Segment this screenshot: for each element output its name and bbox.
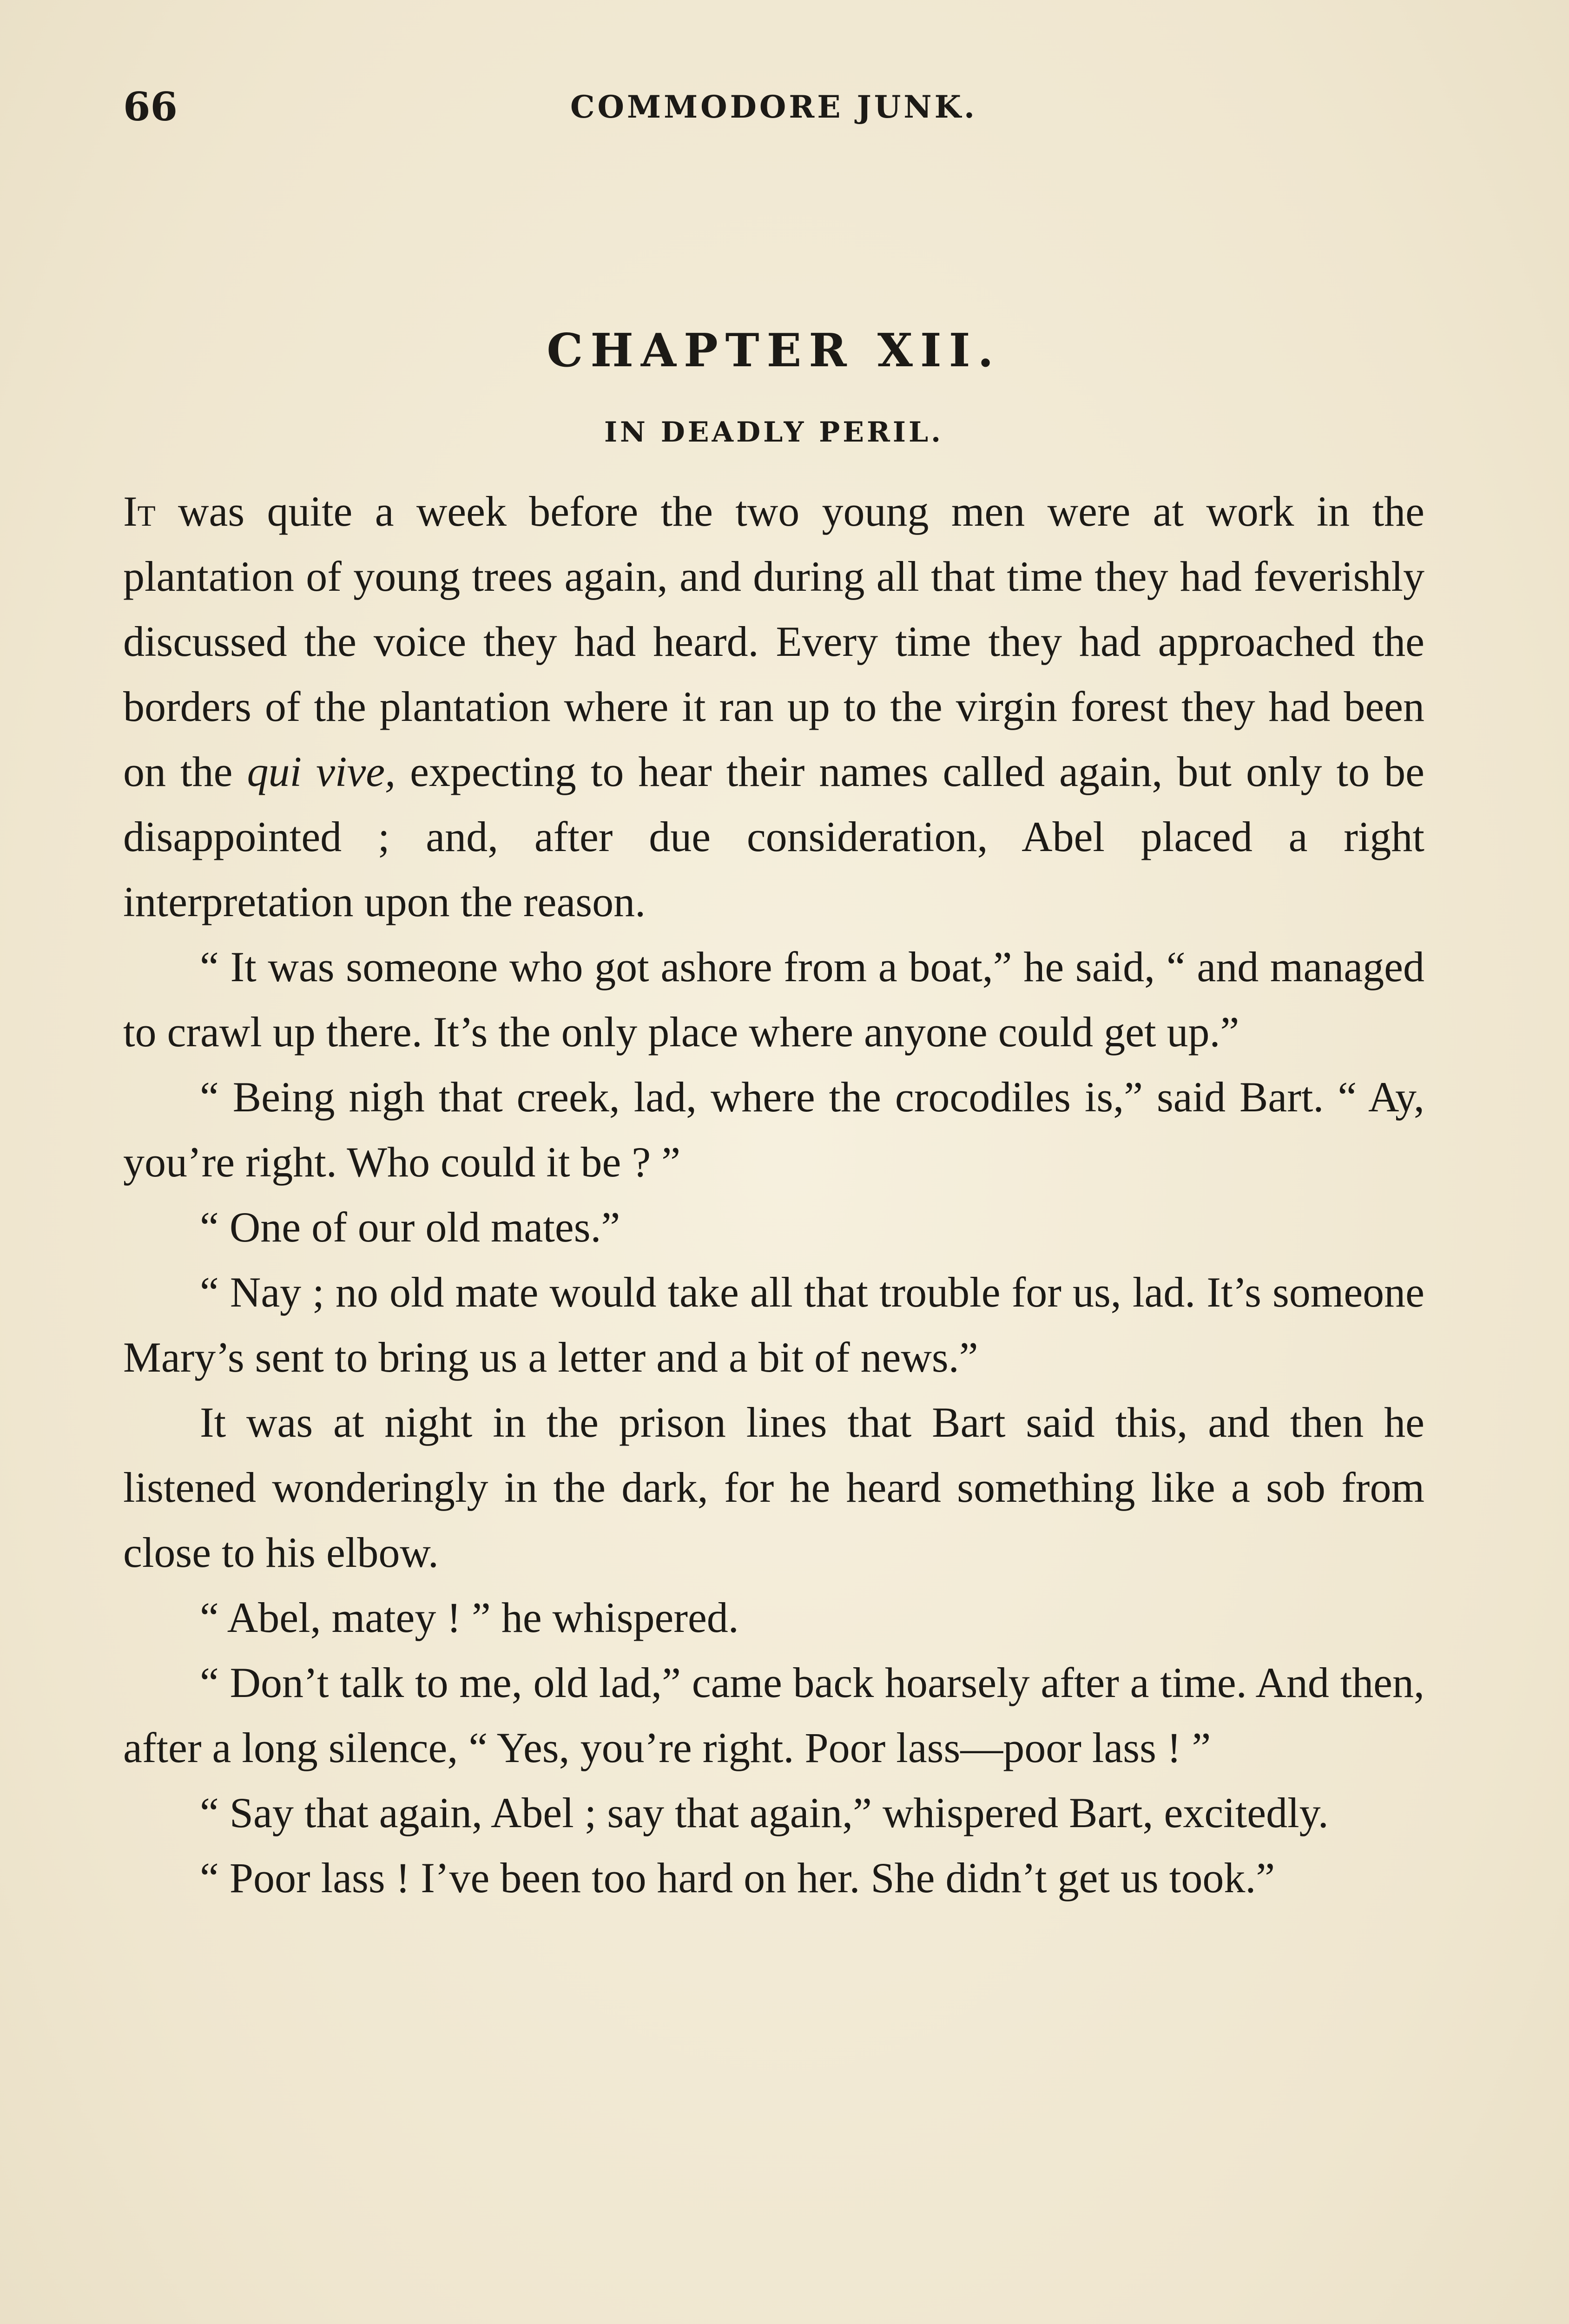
running-head bbox=[123, 79, 1424, 135]
paragraph: “ Nay ; no old mate would take all that trouble for us, lad. It’s someone Mary’s sent to bring us a letter and a bit of news.” bbox=[123, 1268, 1424, 1381]
paragraph: “ Being nigh that creek, lad, where the crocodiles is,” said Bart. “ Ay, you’re right. Who could it be ? ” bbox=[123, 1073, 1424, 1186]
paragraph bbox=[123, 479, 1424, 934]
paragraph: “ It was someone who got ashore from a boat,” he said, “ and managed to crawl up there. It’s the only place where anyone could get up.” bbox=[123, 943, 1424, 1056]
page-number: 66 bbox=[123, 84, 178, 130]
body-text bbox=[123, 479, 1424, 1910]
italic-phrase: qui vive, bbox=[247, 748, 396, 795]
paragraph: “ Abel, matey ! ” he whispered. bbox=[200, 1594, 739, 1641]
paragraph-text: was quite a week before the two young men were at work in the plantation of young trees again, and during all that time they had feverishly discussed the voice they had heard. Every time they had approached the borders of the plantation where it ran up to the virgin forest they had been on the bbox=[123, 488, 1424, 795]
paragraph: “ One of our old mates.” bbox=[200, 1203, 620, 1251]
paragraph: “ Poor lass ! I’ve been too hard on her. She didn’t get us took.” bbox=[200, 1854, 1275, 1901]
paragraph: “ Say that again, Abel ; say that again,” whispered Bart, excitedly. bbox=[200, 1789, 1329, 1836]
paragraph-text-tail: expecting to hear their names called again, but only to be disappointed ; and, after due consideration, Abel placed a right interpretation upon the reason. bbox=[123, 748, 1424, 925]
paragraph: “ Don’t talk to me, old lad,” came back hoarsely after a time. And then, after a long silence, “ Yes, you’re right. Poor lass—poor lass ! ” bbox=[123, 1659, 1424, 1771]
running-title: COMMODORE JUNK. bbox=[570, 89, 977, 125]
paragraph: It was at night in the prison lines that Bart said this, and then he listened wonderingly in the dark, for he heard something like a sob from close to his elbow. bbox=[123, 1399, 1424, 1576]
chapter-title: CHAPTER XII. bbox=[547, 324, 1001, 377]
chapter-subtitle: IN DEADLY PERIL. bbox=[604, 416, 944, 449]
paragraph-lead-word: It bbox=[123, 488, 156, 535]
